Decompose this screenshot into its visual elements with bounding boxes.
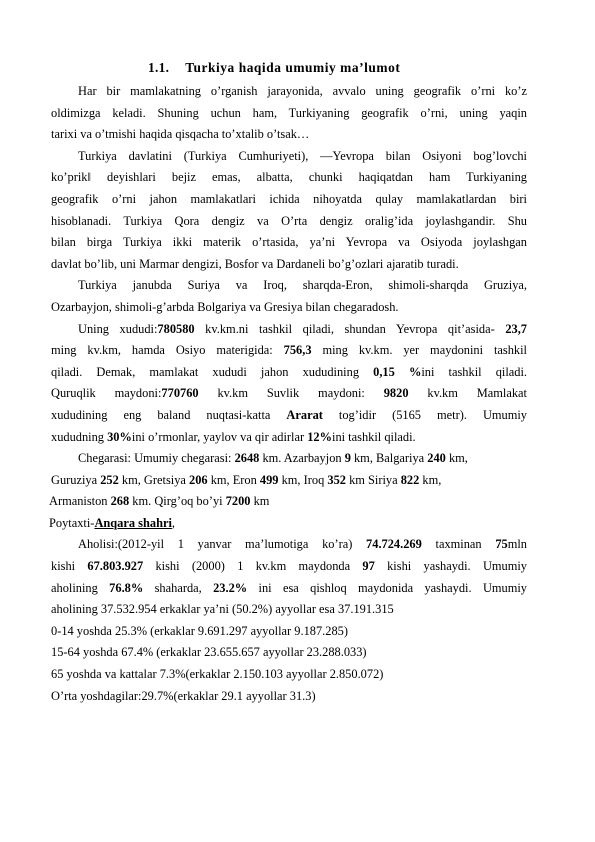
paragraph-population (51, 534, 528, 707)
text-line: xududning 30%ini o’rmonlar, yaylov va qir adirlar 12%ini tashkil qiladi. (51, 429, 416, 444)
share-hills: 12% (307, 429, 332, 444)
age-group-line: 15-64 yoshda 67.4% (erkaklar 23.655.657 ayyollar 23.288.033) (51, 645, 367, 660)
paragraph-intro (51, 81, 527, 146)
area-water: 9820 (383, 386, 409, 401)
text-line: tarixi va o’tmishi haqida qisqacha to’xtalib o’tsak… (51, 127, 310, 142)
text-line: xududining eng baland nuqtasi-katta Ararat tog’idir (5165 metr). Umumiy (51, 407, 527, 422)
text-line: qiladi. Demak, mamlakat xududi jahon xududining 0,15 %ini tashkil qiladi. (51, 364, 528, 379)
share-forests: 30% (107, 429, 132, 444)
age-group-line: 65 yoshda va kattalar 7.3%(erkaklar 2.150.103 ayyollar 2.850.072) (51, 667, 384, 682)
paragraph-borders (51, 275, 527, 318)
paragraph-area (51, 319, 528, 449)
text-line: Turkiya davlatini (Turkiya Cumhuriyeti), ―Yevropa bilan Osiyoni bog’lovchi (78, 148, 527, 163)
age-group-line: O’rta yoshdagilar:29.7%(erkaklar 29.1 ayyollar 31.3) (51, 688, 316, 703)
section-number: 1.1. (148, 60, 170, 75)
document-body (49, 81, 528, 707)
age-group-line: 0-14 yoshda 25.3% (erkaklar 9.691.297 ayyollar 9.187.285) (51, 623, 348, 638)
text-line: ming kv.km, hamda Osiyo materigida: 756,3 ming kv.km. yer maydonini tashkil (51, 343, 527, 358)
text-line: oldimizga keladi. Shuning uchun ham, Turkiyaning geografik o’rni, uning yaqin (51, 105, 527, 120)
area-world-share: 0,15 % (373, 364, 422, 379)
capital-link[interactable]: Anqara shahri (94, 515, 172, 530)
paragraph-geography (51, 146, 527, 276)
text-line: Armaniston 268 km. Qirg’oq bo’yi 7200 km (49, 494, 270, 509)
text-line: geografik o’rni jahon mamlakatlari ichida nihoyatda qulay mamlakatlardan biri (51, 191, 527, 206)
area-land: 770760 (161, 386, 199, 401)
text-line: kishi 67.803.927 kishi (2000) 1 kv.km maydonda 97 kishi yashaydi. Umumiy (51, 559, 528, 574)
area-total: 780580 (157, 321, 195, 336)
text-line: hisoblanadi. Turkiya Qora dengiz va O’rta dengiz oralig’ida joylashgandir. Shu (51, 213, 527, 228)
text-line: Guruziya 252 km, Gretsiya 206 km, Eron 499 km, Iroq 352 km Siriya 822 km, (51, 472, 442, 487)
area-asia: 756,3 (283, 343, 312, 358)
text-line: aholining 76.8% shaharda, 23.2% ini esa qishloq maydonida yashaydi. Umumiy (51, 580, 528, 595)
text-line: Ozarbayjon, shimoli-g’arbda Bolgariya va Gresiya bilan chegaradosh. (51, 299, 399, 314)
text-line: Poytaxti-Anqara shahri, (49, 515, 176, 530)
text-line: Chegarasi: Umumiy chegarasi: 2648 km. Azarbayjon 9 km, Balgariya 240 km, (78, 451, 468, 466)
text-line: aholining 37.532.954 erkaklar ya’ni (50.2%) ayyollar esa 37.191.315 (51, 602, 394, 617)
text-line: Turkiya janubda Suriya va Iroq, sharqda-Eron, shimoli-sharqda Gruziya, (78, 278, 527, 293)
text-line: ko’prik‖ deyishlari bejiz emas, albatta, chunki haqiqatdan ham Turkiyaning (51, 170, 527, 185)
paragraph-border-lengths (49, 448, 527, 534)
area-europe: 23,7 (505, 321, 527, 336)
text-line: Aholisi:(2012-yil 1 yanvar ma’lumotiga ko’ra) 74.724.269 taxminan 75mln (78, 537, 527, 552)
peak-name: Ararat (286, 407, 323, 422)
text-line: bilan birga Turkiya ikki materik o’rtasida, ya’ni Yevropa va Osiyoda joylashgan (51, 235, 527, 250)
text-line: Quruqlik maydoni:770760 kv.km Suvlik maydoni: 9820 kv.km Mamlakat (51, 386, 527, 401)
section-heading (148, 60, 400, 76)
section-title: Turkiya haqida umumiy ma’lumot (185, 60, 401, 75)
text-line: davlat bo’lib, uni Marmar dengizi, Bosfor va Dardaneli bo’g’ozlari ajaratib turadi. (51, 256, 459, 271)
text-line: Har bir mamlakatning o’rganish jarayonida, avvalo uning geografik o’rni ko’z (78, 84, 527, 98)
text-line: Uning xududi:780580 kv.km.ni tashkil qiladi, shundan Yevropa qit’asida- 23,7 (78, 321, 527, 336)
